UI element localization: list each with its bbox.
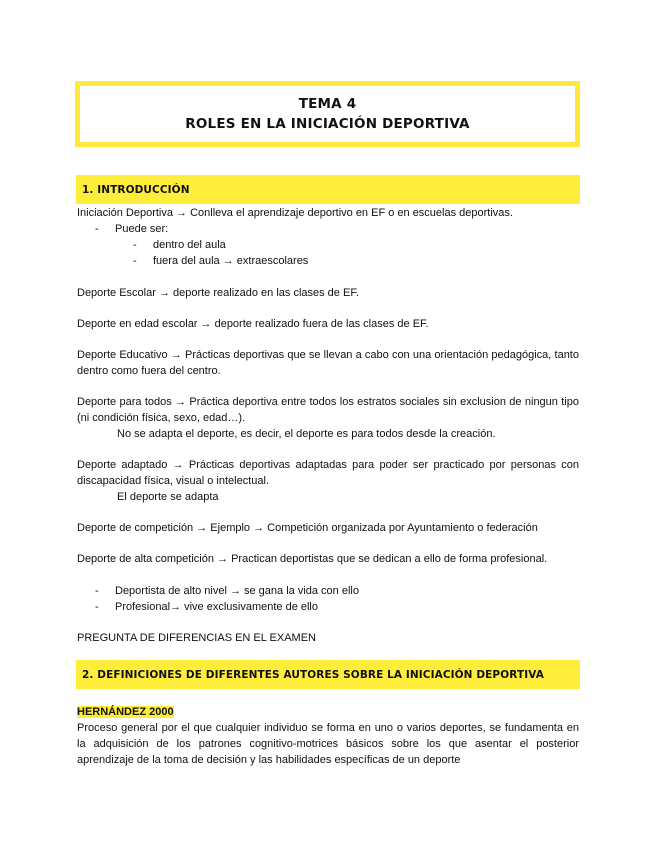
- paragraph-deporte-competicion: Deporte de competición → Ejemplo → Competición organizada por Ayuntamiento o federación: [77, 522, 538, 534]
- paragraph-deporte-adaptado: Deporte adaptado → Prácticas deportivas adaptadas para poder ser practicado por personas con discapacidad física, visual o intelectual.: [77, 459, 579, 487]
- sublist-item-fuera: - fuera del aula → extraescolares: [133, 255, 309, 267]
- paragraph-deporte-educativo: Deporte Educativo → Prácticas deportivas que se llevan a cabo con una orientación pedagógica, tanto dentro como fuera del centro.: [77, 349, 579, 377]
- author-name-highlight: HERNÁNDEZ 2000: [77, 706, 174, 718]
- paragraph-alta-competicion: Deporte de alta competición → Practican deportistas que se dedican a ello de forma profesional.: [77, 553, 548, 565]
- title-topic: TEMA 4: [298, 96, 357, 112]
- author-heading: [77, 704, 579, 720]
- section-title: 2. DEFINICIONES DE DIFERENTES AUTORES SOBRE LA INICIACIÓN DEPORTIVA: [82, 668, 544, 681]
- title-main: ROLES EN LA INICIACIÓN DEPORTIVA: [185, 116, 470, 132]
- paragraph-deporte-para-todos: Deporte para todos → Práctica deportiva entre todos los estratos sociales sin exclusion de ningun tipo (ni condición física, sexo, edad…).: [77, 396, 579, 424]
- note-deporte-para-todos: No se adapta el deporte, es decir, el deporte es para todos desde la creación.: [117, 428, 496, 440]
- section-title: 1. INTRODUCCIÓN: [82, 183, 190, 196]
- dash-bullet: -: [95, 585, 99, 597]
- paragraph-deporte-edad-escolar: Deporte en edad escolar → deporte realizado fuera de las clases de EF.: [77, 318, 429, 330]
- list-item-puede-ser: - Puede ser:: [95, 223, 169, 235]
- paragraph-deporte-escolar: Deporte Escolar → deporte realizado en las clases de EF.: [77, 287, 359, 299]
- sublist-item-dentro: - dentro del aula: [133, 239, 226, 251]
- definition-paragraph: Proceso general por el que cualquier individuo se forma en uno o varios deportes, se fundamenta en la adquisición de los patrones cognitivo-motrices básicos sobre los que asentar el posterior aprendizaje de la toma de decisión y las habilidades específicas de un deporte: [77, 722, 579, 766]
- dash-bullet: -: [133, 255, 137, 267]
- section-header-introduccion: [76, 175, 580, 204]
- paragraph-iniciacion: Iniciación Deportiva → Conlleva el aprendizaje deportivo en EF o en escuelas deportivas.: [77, 207, 513, 219]
- title-box: [75, 81, 580, 147]
- dash-bullet: -: [133, 239, 137, 251]
- list-item-alto-nivel: - Deportista de alto nivel → se gana la vida con ello: [95, 585, 359, 597]
- note-deporte-adaptado: El deporte se adapta: [117, 491, 219, 503]
- list-item-profesional: - Profesional→ vive exclusivamente de ello: [95, 601, 318, 613]
- dash-bullet: -: [95, 601, 99, 613]
- exam-note: PREGUNTA DE DIFERENCIAS EN EL EXAMEN: [77, 632, 316, 644]
- section-header-definiciones: [76, 660, 580, 689]
- dash-bullet: -: [95, 223, 99, 235]
